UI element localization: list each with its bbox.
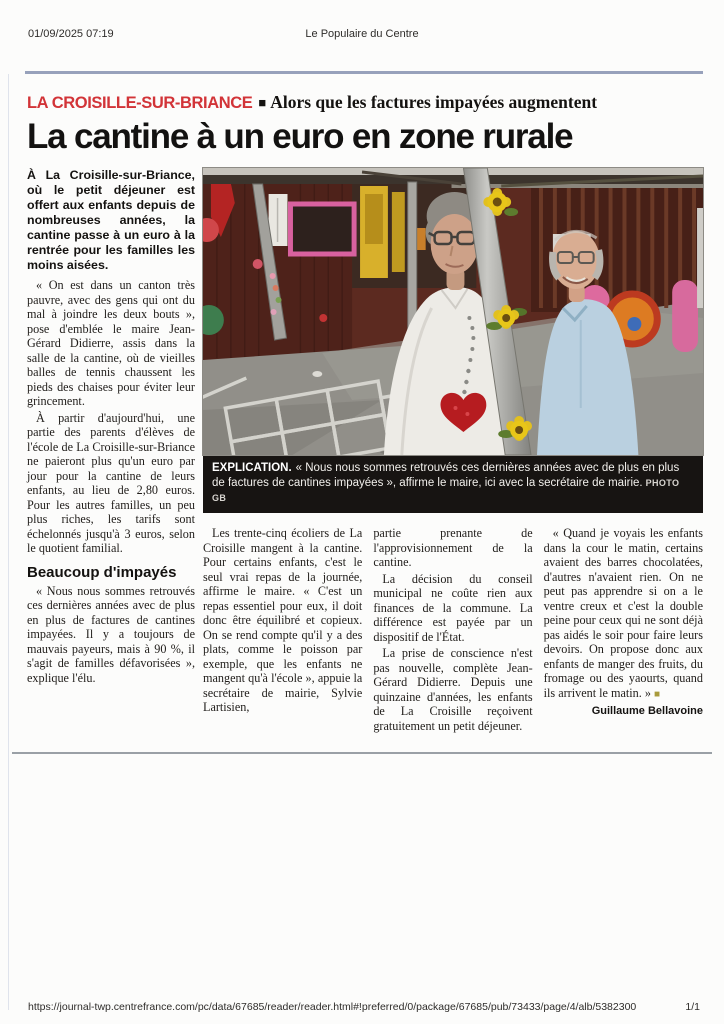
paragraph [544, 526, 703, 702]
paragraph: « On est dans un canton très pauvre, avec des gens qui ont du mal à joindre les deux bouts », pose d'emblée le maire Jean-Gérard Didierre, assis dans la salle de la cantine, où de vieilles balles de tennis chaussent les pieds des chaises pour éviter leur grincement. [27, 278, 195, 408]
kicker-location: LA CROISILLE-SUR-BRIANCE [27, 94, 253, 112]
paragraph: À partir d'aujourd'hui, une partie des parents d'élèves de l'école de La Croisille-sur-Briance ne paieront plus qu'un euro par jour pour la cantine de leurs enfants, au lieu de 2,80 euros. Pour les autres familles, un peu plus riches, les tarifs sont échelonnés jusqu'à 3 euros, selon le quotient familial. [27, 410, 195, 555]
column-3 [373, 526, 532, 733]
column-1 [27, 168, 195, 685]
photo-and-columns [203, 168, 703, 733]
paragraph: Les trente-cinq écoliers de La Croisille mangent à la cantine. Pour certains enfants, c'est le seul vrai repas de la journée, affirme le maire. « C'est un repas essentiel pour eux, il doit donc être équilibré et copieux. On se rend compte qu'il y a des plats, comme le poisson par exemple, que les enfants ne mangent qu'à l'école », appuie la secrétaire de mairie, Sylvie Lartisien, [203, 526, 363, 714]
header-rule [25, 71, 703, 74]
schoolyard-photo-illustration [203, 168, 703, 455]
article [27, 92, 703, 733]
bottom-columns [203, 526, 703, 733]
caption-text: « Nous nous sommes retrouvés ces dernières années avec de plus en plus de factures de cantines impayées », affirme le maire, ici avec la secrétaire de mairie. [212, 462, 680, 489]
publication-name: Le Populaire du Centre [305, 28, 419, 40]
photo-caption [203, 455, 703, 513]
paragraph: « Nous nous sommes retrouvés ces dernières années avec de plus en plus de factures de cantines impayées. Il y a toujours de mauvais payeurs, mais à 90 %, il s'agit de familles défavorisées », explique l'élu. [27, 583, 195, 685]
section-subhead: Beaucoup d'impayés [27, 563, 177, 581]
paragraph: partie prenante de l'approvisionnement de la cantine. [373, 526, 533, 569]
column-2 [203, 526, 362, 733]
print-header [28, 28, 696, 44]
print-url: https://journal-twp.centrefrance.com/pc/data/67685/reader/reader.html#!preferred/0/package/67685/pub/73433/page/4/alb/5382300 [28, 1001, 637, 1013]
caption-label: EXPLICATION. [212, 462, 292, 474]
article-bottom-rule [12, 752, 712, 754]
article-headline: La cantine à un euro en zone rurale [27, 117, 573, 156]
print-timestamp: 01/09/2025 07:19 [28, 28, 114, 40]
scan-edge-artifact [8, 74, 9, 1010]
column-4 [544, 526, 703, 733]
byline: Guillaume Bellavoine [591, 705, 703, 717]
article-intro: À La Croisille-sur-Briance, où le petit déjeuner est offert aux enfants depuis de nombreuses années, la cantine passe à un euro à la rentrée pour les familles les moins aisées. [27, 168, 195, 272]
paragraph: La décision du conseil municipal ne coûte rien aux finances de la commune. La différence est payée par un dispositif de l'État. [373, 571, 533, 644]
closing-quote: « Quand je voyais les enfants dans la cour le matin, certains avaient des barres chocolatées, d'autres n'avaient rien. On ne peut pas apprendre si on a le ventre creux et c'est la double peine pour ceux qui ne sont déjà pas aidés le soir pour faire leurs devoirs. On propose donc aux enfants de manger des fruits, du fromage ou des yaourts, quand ils arrivent le matin. » [543, 526, 703, 700]
article-photo [203, 168, 703, 455]
page-indicator: 1/1 [685, 1001, 700, 1013]
caption-credit: PHOTO GB [212, 478, 680, 503]
kicker-subtitle: Alors que les factures impayées augmentent [270, 92, 598, 112]
article-content [27, 168, 703, 733]
paragraph: La prise de conscience n'est pas nouvelle, complète Jean-Gérard Didierre. Depuis une quinzaine d'années, les enfants de La Croisille reçoivent gratuitement un petit déjeuner. [373, 646, 533, 733]
end-of-article-square-icon: ■ [654, 688, 661, 700]
kicker [27, 92, 703, 114]
kicker-square-icon: ■ [258, 95, 267, 110]
